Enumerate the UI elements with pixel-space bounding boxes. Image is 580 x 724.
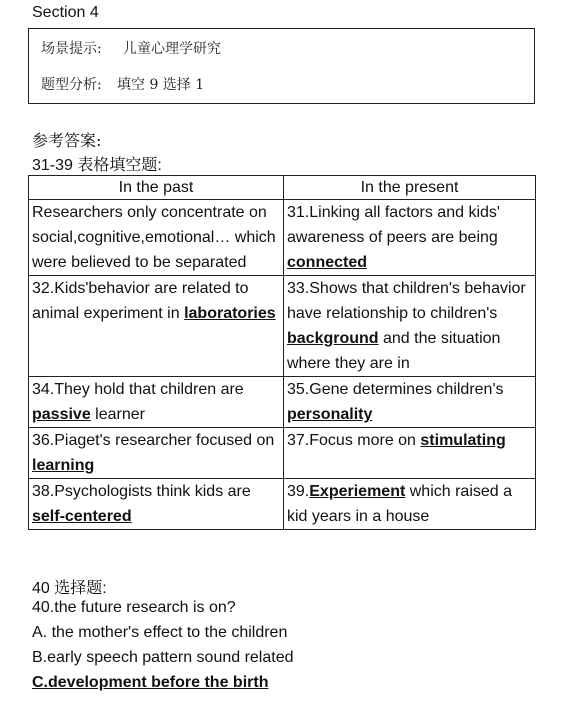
- table-heading: 31-39 表格填空题:: [32, 157, 162, 174]
- cell-past: [29, 276, 284, 377]
- question-type-label: 题型分析:: [41, 77, 102, 93]
- cell-text: and the situation where they are in: [287, 330, 501, 372]
- cell-text: 33.Shows that children's behavior have relationship to children's: [287, 280, 526, 322]
- answer-table: [28, 175, 536, 530]
- table-row: [29, 428, 536, 479]
- answer-text: stimulating: [420, 432, 506, 449]
- cell-text: 36.Piaget's researcher focused on: [32, 432, 275, 449]
- table-row: [29, 276, 536, 377]
- answer-text: learning: [32, 457, 95, 474]
- answer-text: self-centered: [32, 508, 132, 525]
- cell-text: 37.Focus more on: [287, 432, 421, 449]
- choice-option-c-answer: C.development before the birth: [32, 674, 269, 691]
- cell-text: which raised a kid years in a house: [287, 483, 513, 525]
- column-header-present: In the present: [284, 176, 536, 200]
- table-row: [29, 377, 536, 428]
- question-type-value: 填空 9 选择 1: [117, 77, 205, 93]
- cell-past: [29, 479, 284, 530]
- cell-present: [284, 276, 536, 377]
- scene-box: [28, 28, 535, 104]
- cell-text: Researchers only concentrate on social,cognitive,emotional… which were believed to be separated: [32, 204, 276, 271]
- cell-text: learner: [90, 406, 145, 423]
- column-header-past: In the past: [29, 176, 284, 200]
- cell-text: 39.: [287, 483, 310, 500]
- answer-text: personality: [287, 406, 373, 423]
- cell-present: [284, 479, 536, 530]
- cell-present: [284, 377, 536, 428]
- cell-past: [29, 428, 284, 479]
- cell-text: 38.Psychologists think kids are: [32, 483, 251, 500]
- table-row: [29, 479, 536, 530]
- cell-text: 31.Linking all factors and kids' awareness of peers are being: [287, 204, 500, 246]
- answer-text: passive: [32, 406, 91, 423]
- cell-present: [284, 428, 536, 479]
- answer-text: connected: [287, 254, 368, 271]
- answer-text: Experiement: [309, 483, 406, 500]
- cell-text: 34.They hold that children are: [32, 381, 244, 398]
- scene-hint-value: 儿童心理学研究: [123, 41, 221, 57]
- table-row: [29, 200, 536, 276]
- answer-text: background: [287, 330, 379, 347]
- scene-hint-label: 场景提示:: [41, 41, 102, 57]
- cell-text: 32.Kids'behavior are related to animal experiment in: [32, 280, 249, 322]
- choice-option-b: B.early speech pattern sound related: [32, 649, 294, 666]
- table-header-row: [29, 176, 536, 200]
- answer-text: laboratories: [184, 305, 276, 322]
- cell-past: [29, 377, 284, 428]
- choice-heading: 40 选择题:: [32, 580, 107, 597]
- answers-heading: 参考答案:: [32, 131, 102, 150]
- choice-option-a: A. the mother's effect to the children: [32, 624, 288, 641]
- cell-text: 35.Gene determines children's: [287, 381, 504, 398]
- choice-question: 40.the future research is on?: [32, 599, 236, 616]
- section-title: Section 4: [32, 4, 99, 21]
- question-type-row: [41, 74, 204, 94]
- cell-present: [284, 200, 536, 276]
- cell-past: [29, 200, 284, 276]
- scene-hint-row: [41, 38, 221, 58]
